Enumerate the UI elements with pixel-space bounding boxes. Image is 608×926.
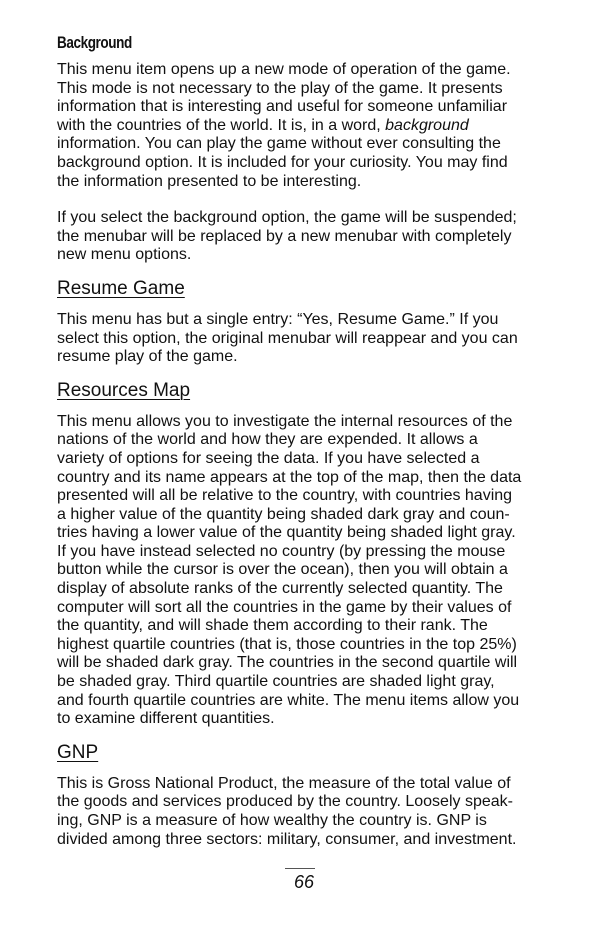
text-line: variety of options for seeing the data. If you have selected a — [57, 449, 480, 467]
resources-map-paragraph — [57, 413, 557, 729]
text-line: This is Gross National Product, the measure of the total value of — [57, 774, 511, 792]
gnp-heading: GNP — [57, 741, 99, 763]
text-line: select this option, the original menubar will reappear and you can — [57, 329, 518, 347]
text-line: display of absolute ranks of the currently selected quantity. The — [57, 580, 503, 598]
text-line: the information presented to be interesting. — [57, 172, 362, 190]
page-number: 66 — [293, 872, 315, 892]
resume-game-paragraph — [57, 311, 557, 367]
footer-rule — [285, 868, 315, 869]
resume-game-heading-wrap — [57, 277, 557, 301]
text-line: If you select the background option, the game will be suspended; — [57, 209, 517, 227]
text-line: tries having a lower value of the quantity being shaded light gray. — [57, 524, 516, 542]
text-line: the quantity, and will shade them according to their rank. The — [57, 617, 488, 635]
resume-game-heading: Resume Game — [57, 277, 185, 299]
text-line: highest quartile countries (that is, those countries in the top 25%) — [57, 635, 517, 653]
manual-page — [57, 32, 557, 849]
resources-map-heading: Resources Map — [57, 379, 191, 401]
text-line: This menu allows you to investigate the internal resources of the — [57, 412, 513, 430]
text-line: country and its name appears at the top of the map, then the data — [57, 468, 522, 486]
text-line: If you have instead selected no country (by pressing the mouse — [57, 542, 506, 560]
text-line: and fourth quartile countries are white. The menu items allow you — [57, 691, 520, 709]
text-line: information. You can play the game without ever consulting the — [57, 135, 501, 153]
text-line: the menubar will be replaced by a new menubar with completely — [57, 227, 512, 245]
text-line: button while the cursor is over the ocean), then you will obtain a — [57, 561, 508, 579]
text-line: to examine different quantities. — [57, 710, 275, 728]
text-line: background option. It is included for your curiosity. You may find — [57, 153, 508, 171]
text-segment: with the countries of the world. It is, in a word, — [57, 116, 386, 134]
background-paragraph-2 — [57, 209, 557, 265]
text-line: nations of the world and how they are expended. It allows a — [57, 431, 478, 449]
text-line: resume play of the game. — [57, 348, 238, 366]
text-line: divided among three sectors: military, consumer, and investment. — [57, 830, 517, 848]
text-line: ing, GNP is a measure of how wealthy the country is. GNP is — [57, 812, 487, 829]
text-line: will be shaded dark gray. The countries in the second quartile will — [57, 654, 518, 672]
text-line: This menu has but a single entry: “Yes, Resume Game.” If you — [57, 310, 499, 328]
text-line: This menu item opens up a new mode of operation of the game. — [57, 61, 511, 78]
background-heading: Background — [57, 34, 132, 52]
text-line-with-emphasis — [57, 117, 557, 136]
gnp-paragraph — [57, 775, 557, 849]
text-line: presented will all be relative to the country, with countries having — [57, 487, 513, 505]
emphasis-background: background — [385, 116, 469, 134]
text-line: computer will sort all the countries in the game by their values of — [57, 598, 512, 616]
text-line: This mode is not necessary to the play of the game. It presents — [57, 79, 503, 97]
paragraph-gap — [57, 191, 557, 209]
text-line: be shaded gray. Third quartile countries are shaded light gray, — [57, 673, 495, 691]
resources-map-heading-wrap — [57, 379, 557, 403]
text-line: the goods and services produced by the country. Loosely speak- — [57, 793, 513, 811]
gnp-heading-wrap — [57, 741, 557, 765]
background-paragraph-1 — [57, 61, 557, 191]
text-line: a higher value of the quantity being shaded dark gray and coun- — [57, 505, 510, 523]
text-line: information that is interesting and useful for someone unfamiliar — [57, 98, 508, 116]
text-line: new menu options. — [57, 246, 192, 264]
